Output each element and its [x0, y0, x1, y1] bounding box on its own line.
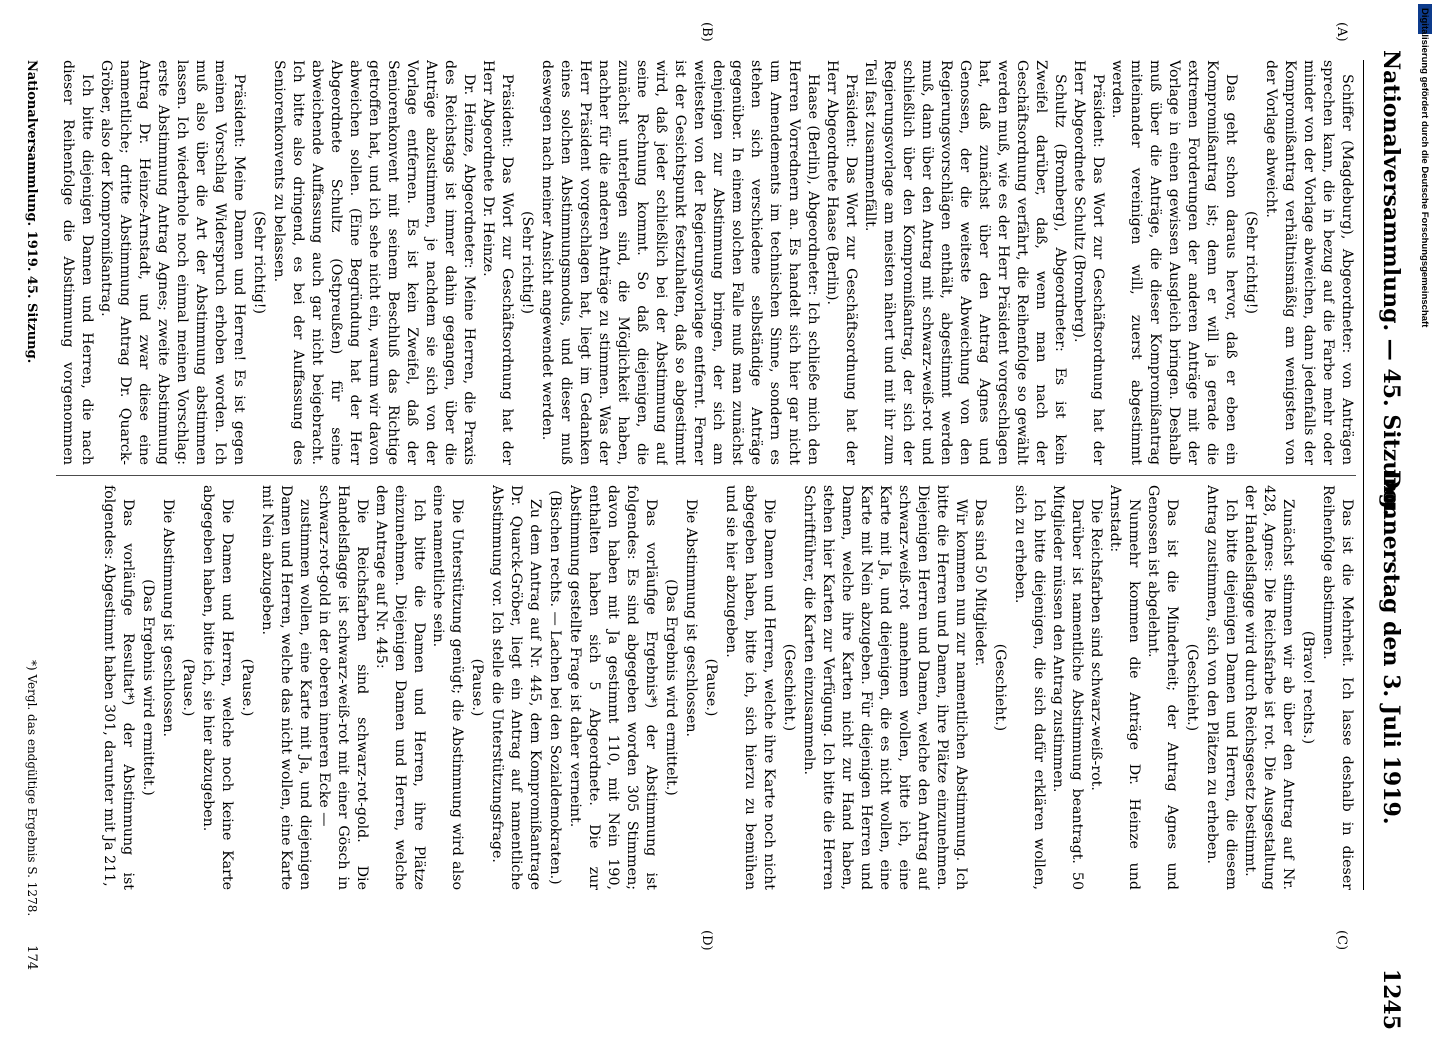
paragraph: Die Damen und Herren, welche noch keine Karte abgegeben haben, bitte ich, sie hier abzugeben. — [200, 485, 235, 890]
header-page-number: 1245 — [1378, 968, 1404, 1030]
paragraph: Ich bitte diejenigen, die sich dafür erklären wollen, sich zu erheben. — [1012, 485, 1047, 890]
paragraph: Die Damen und Herren, welche ihre Karte noch nicht abgegeben haben, bitte ich, sich hierzu zu bemühen und sie hier abzugeben. — [723, 485, 777, 890]
paragraph: Präsident: Das Wort zur Geschäftsordnung hat der Herr Abgeordnete Haase (Berlin). — [824, 60, 859, 465]
paragraph: Das vorläufige Resultat*) der Abstimmung ist folgendes: Abgestimmt haben 301, darunter mit Ja 211, — [101, 485, 136, 890]
paragraph: Die Unterstützung genügt; die Abstimmung wird also eine namentliche sein. — [430, 485, 465, 890]
header-date: Donnerstag den 3. Juli 1919. — [1378, 470, 1404, 825]
paragraph: Haase (Berlin), Abgeordneter: Ich schließe mich den Herren Vorrednern an. Es handelt sich hier gar nicht um Amendements im technischen Sinne, sondern es stehen sich verschiedene selbständige Anträge gegenüber. In einem solchen Falle muß man zunächst denjenigen zur Abstimmung bringen, der sich am weitesten von der Regierungsvorlage entfernt. Ferner ist der Gesichtspunkt festzuhalten, daß so abgestimmt wird, daß jeder schließlich bei der Abstimmung auf seine Rechnung kommt. So daß diejenigen, die zunächst unterlegen sind, die Möglichkeit haben, nachher für die anderen Anträge zu stimmen. Was der Herr Präsident vorgeschlagen hat, liegt im Gedanken eines solchen Abstimmungsmodus, und dieser muß deswegen nach meiner Ansicht angewendet werden. — [539, 60, 821, 465]
header-rule — [1363, 60, 1364, 890]
dfg-credit-strip — [1416, 8, 1434, 958]
paragraph: Die Reichsfarben sind schwarz-weiß-rot. — [1088, 499, 1104, 791]
page-header — [1364, 50, 1404, 1050]
paragraph: Zunächst stimmen wir ab über den Antrag auf Nr. 428, Agnes: Die Reichsfarbe ist rot. Die Ausgestaltung der Handelsflagge wird durch Reichsgesetz bestimmt. — [1242, 485, 1296, 890]
paragraph: Das vorläufige Ergebnis*) der Abstimmung ist folgendes: Es sind abgegeben worden 305 Stimmen; davon haben mit Ja gestimmt 110, mit Nein 190, enthalten haben sich 5 Abgeordnete. Die zur Abstimmung gestellte Frage ist daher verneint. — [567, 485, 659, 890]
paragraph: Das sind 50 Mitglieder. — [972, 499, 988, 667]
footnote: *) Vergl. das endgültige Ergebnis S. 1278. — [25, 660, 39, 917]
paragraph: (Sehr richtig!) — [519, 210, 535, 315]
paragraph: (Bischen rechts. — Lachen bei den Sozialdemokraten.) — [547, 490, 563, 885]
left-column — [56, 60, 1356, 465]
paragraph: Präsident: Meine Damen und Herren! Es ist gegen meinen Vorschlag Widerspruch erhoben worden. Ich muß also über die Art der Abstimmung abstimmen lassen. Ich wiederhole noch einmal meinen Vorschlag: erste Abstimmung Antrag Agnes; zweite Abstimmung Antrag Dr. Heinze-Arnstadt, und zwar diese eine namentliche; dritte Abstimmung Antrag Dr. Quarck-Gröber, also der Kompromißantrag. — [98, 60, 247, 465]
paragraph: (Das Ergebnis wird ermittelt.) — [140, 579, 156, 796]
footer-left: Nationalversammlung. 1919. 45. Sitzung. — [24, 60, 39, 364]
paragraph: Die Abstimmung ist geschlossen. — [160, 499, 176, 737]
paragraph: Präsident: Das Wort zur Geschäftsordnung hat der Herr Abgeordnete Dr. Heinze. — [480, 60, 515, 465]
paragraph: (Pause.) — [469, 658, 485, 717]
paragraph: Wir kommen nun zur namentlichen Abstimmung. Ich bitte die Herren und Damen, ihre Plätze einzunehmen. Diejenigen Herren und Damen, welche den Antrag auf schwarz-weiß-rot annehmen wollen, bitte ich, eine Karte mit Ja, und diejenigen, die es nicht wollen, eine Karte mit Nein abzugeben. Für diejenigen Herren und Damen, welche ihre Karten nicht zur Hand haben, stehen hier Karten zur Verfügung. Ich bitte die Herren Schriftführer, die Karten einzusammeln. — [801, 485, 969, 890]
header-left: Nationalversammlung. — 45. Sitzung. — [1378, 50, 1404, 517]
paragraph: Das geht schon daraus hervor, daß er eben ein Kompromißantrag ist; denn er will ja gerade die extremen Forderungen der anderen Anträge mit der Vorlage in einen gewissen Ausgleich bringen. Deshalb muß über die Anträge, die dieser Kompromißantrag miteinander vereinigen will, zuerst abgestimmt werden. — [1109, 60, 1239, 465]
paragraph: Das ist die Minderheit; der Antrag Agnes und Genossen ist abgelehnt. — [1145, 485, 1180, 890]
paragraph: Das ist die Mehrheit. Ich lasse deshalb in dieser Reihenfolge abstimmen. — [1320, 485, 1355, 890]
dfg-credit-text: Digitalisierung gefördert durch die Deutsche Forschungsgemeinschaft — [1419, 8, 1430, 328]
column-divider — [56, 475, 1356, 476]
paragraph: Ich bitte diejenigen Damen und Herren, die nach dieser Reihenfolge die Abstimmung vorgenommen — [60, 60, 95, 465]
paragraph: Präsident: Das Wort zur Geschäftsordnung hat der Herr Abgeordnete Schultz (Bromberg). — [1071, 60, 1106, 465]
paragraph: (Geschieht.) — [992, 643, 1008, 732]
paragraph: Schiffer (Magdeburg), Abgeordneter: von Anträgen sprechen kann, die in bezug auf die Farbe mehr oder minder von der Vorlage abweichen, dann jedenfalls der Kompromißantrag verhältnismäßig am wenigsten von der Vorlage abweicht. — [1263, 60, 1355, 465]
paragraph: Dr. Heinze, Abgeordneter: Meine Herren, die Praxis des Reichstags ist immer dahin gegangen, über die Anträge abzustimmen, je nachdem sie sich von der Vorlage entfernen. Es ist kein Zweifel, daß der Seniorenkonvent mit seinem Beschluß das Richtige getroffen hat, und ich sehe nicht ein, warum wir davon abweichen sollen. (Eine Begründung hat der Herr Abgeordnete Schultz (Ostpreußen) für seine abweichende Auffassung auch gar nicht beigebracht. Ich bitte also dringend, es bei der Auffassung des Seniorenkonvents zu belassen. — [271, 60, 477, 465]
margin-marker-b: (B) — [699, 22, 714, 42]
paragraph: (Sehr richtig!) — [1243, 210, 1259, 315]
paragraph: (Pause.) — [239, 658, 255, 717]
paragraph: Darüber ist namentliche Abstimmung beantragt. 50 Mitglieder müssen den Antrag zustimmen. — [1050, 485, 1085, 890]
margin-marker-a: (A) — [1334, 22, 1349, 42]
paragraph: (Sehr richtig!) — [251, 210, 267, 315]
paragraph: zustimmen wollen, eine Karte mit Ja, und diejenigen Damen und Herren, welche das nicht wollen, eine Karte mit Nein abzugeben. — [259, 485, 313, 890]
paragraph: (Pause.) — [703, 658, 719, 717]
right-column — [56, 485, 1356, 890]
paragraph: Ich bitte die Damen und Herren, ihre Plätze einzunehmen. Diejenigen Damen und Herren, welche dem Antrage auf Nr. 445: — [373, 485, 427, 890]
paragraph: Die Abstimmung ist geschlossen. — [683, 499, 699, 737]
paragraph: Schultz (Bromberg), Abgeordneter: Es ist kein Zweifel darüber, daß, wenn man nach der Geschäftsordnung verfährt, die Reihenfolge so gewählt werden muß, wie es der Herr Präsident vorgeschlagen hat, daß zunächst über den Antrag Agnes und Genossen, der die weiteste Abweichung von den Regierungsvorschlägen enthält, abgestimmt werden muß, dann über den Antrag mit schwarz-weiß-rot und schließlich über den Kompromißantrag, der sich der Regierungsvorlage am meisten nähert und mit ihr zum Teil fast zusammenfällt. — [862, 60, 1068, 465]
signature-number: 174 — [24, 945, 39, 970]
paragraph: Die Reichsfarben sind schwarz-rot-gold. Die Handelsflagge ist schwarz-weiß-rot mit einer Gösch in schwarz-rot-gold in der oberen inneren Ecke — — [316, 485, 370, 890]
paragraph: Nunmehr kommen die Anträge Dr. Heinze und Arnstadt: — [1107, 485, 1142, 890]
paragraph: (Geschieht.) — [781, 643, 797, 732]
paragraph: (Geschieht.) — [1184, 643, 1200, 732]
margin-marker-c: (C) — [1334, 930, 1349, 951]
margin-marker-d: (D) — [699, 930, 714, 951]
paragraph: (Pause.) — [180, 658, 196, 717]
paragraph: (Das Ergebnis wird ermittelt.) — [663, 579, 679, 796]
paragraph: (Bravo! rechts.) — [1300, 630, 1316, 745]
paragraph: Zu dem Antrag auf Nr. 445, dem Kompromißantrage Dr. Quarck-Gröber, liegt ein Antrag auf namentliche Abstimmung vor. Ich stelle die Unterstützungsfrage. — [489, 485, 543, 890]
paragraph: Ich bitte diejenigen Damen und Herren, die diesem Antrag zustimmen, sich von den Plätzen zu erheben. — [1204, 485, 1239, 890]
